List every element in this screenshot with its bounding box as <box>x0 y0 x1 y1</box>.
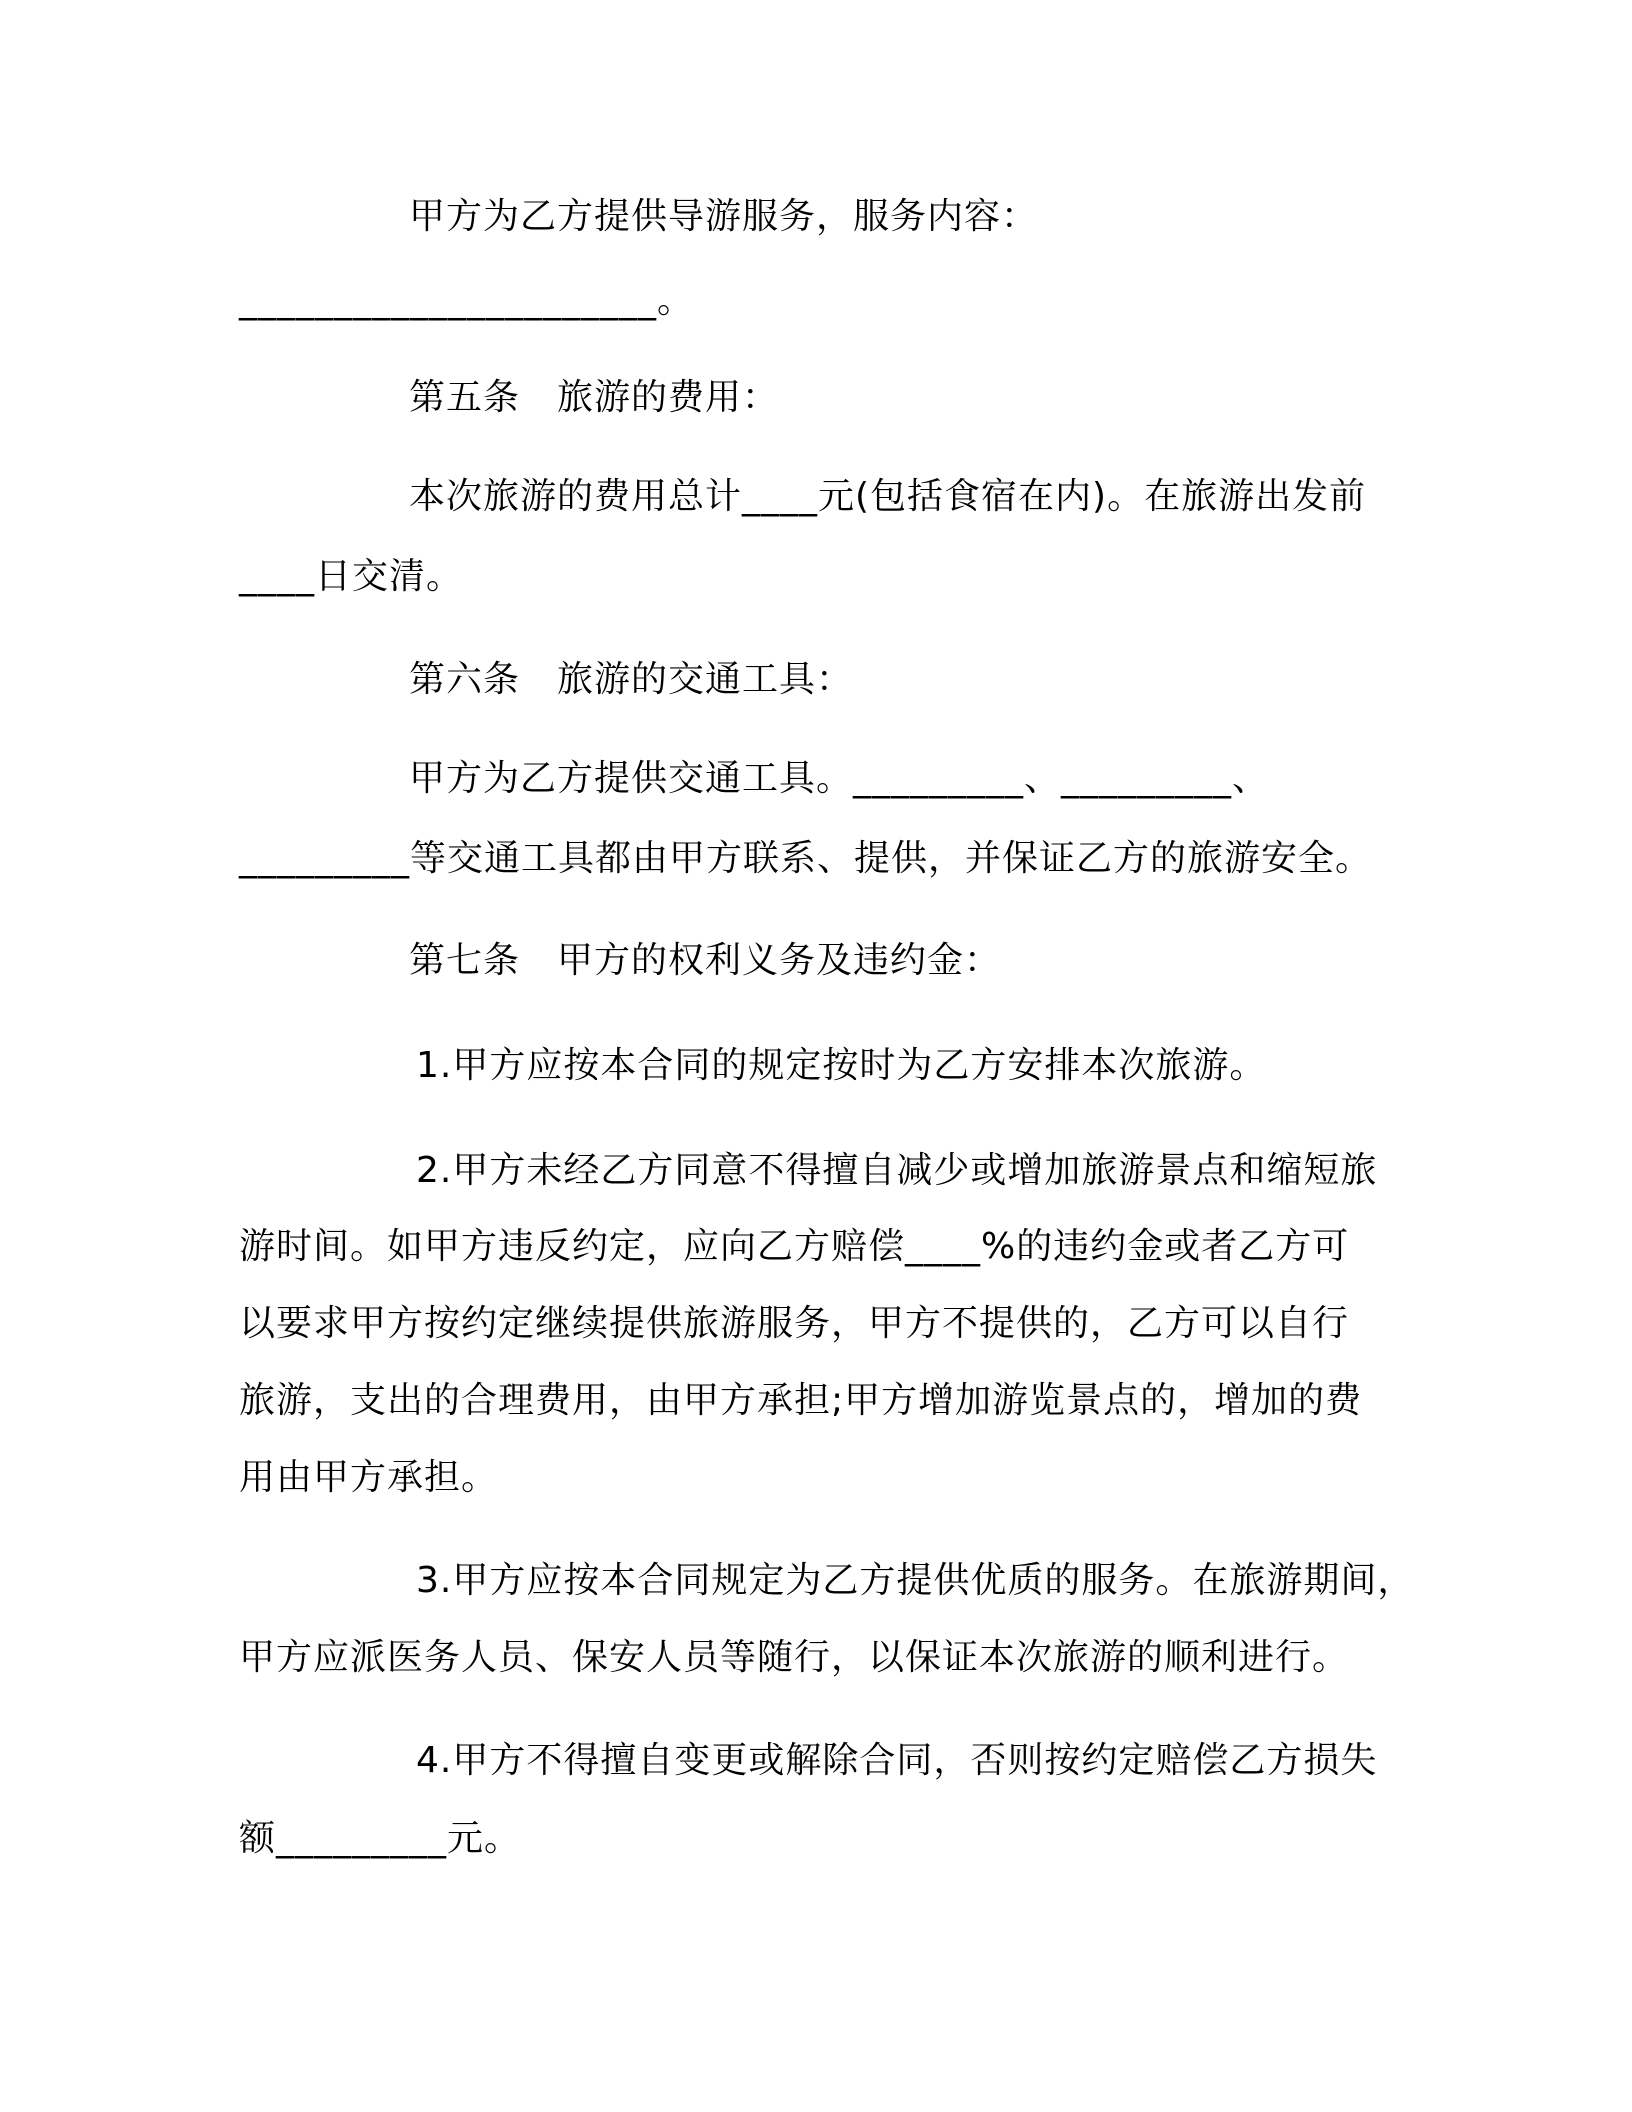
service-content-blank: ______________________。 <box>239 280 694 321</box>
article-7-heading: 第七条 甲方的权利义务及违约金： <box>409 940 1002 981</box>
clause-4-line-2: 额_________元。 <box>239 1818 522 1859</box>
service-content-line: 甲方为乙方提供导游服务，服务内容： <box>409 196 1039 237</box>
clause-2-line-1: 2.甲方未经乙方同意不得擅自减少或增加旅游景点和缩短旅 <box>416 1150 1378 1191</box>
article-5-text-line-2: ____日交清。 <box>239 556 464 597</box>
clause-3-line-1: 3.甲方应按本合同规定为乙方提供优质的服务。在旅游期间， <box>416 1560 1415 1601</box>
article-6-heading: 第六条 旅游的交通工具： <box>409 659 854 700</box>
article-5-heading: 第五条 旅游的费用： <box>409 377 780 418</box>
clause-2-line-3: 以要求甲方按约定继续提供旅游服务，甲方不提供的，乙方可以自行 <box>239 1303 1350 1344</box>
clause-3-line-2: 甲方应派医务人员、保安人员等随行，以保证本次旅游的顺利进行。 <box>239 1637 1350 1678</box>
article-5-text-line-1: 本次旅游的费用总计____元(包括食宿在内)。在旅游出发前 <box>409 476 1367 517</box>
clause-2-line-2: 游时间。如甲方违反约定，应向乙方赔偿____%的违约金或者乙方可 <box>239 1226 1350 1267</box>
clause-1: 1.甲方应按本合同的规定按时为乙方安排本次旅游。 <box>416 1045 1267 1086</box>
article-6-text-line-2: _________等交通工具都由甲方联系、提供，并保证乙方的旅游安全。 <box>239 838 1373 879</box>
clause-2-line-4: 旅游，支出的合理费用，由甲方承担;甲方增加游览景点的，增加的费 <box>239 1380 1363 1421</box>
clause-2-line-5: 用由甲方承担。 <box>239 1457 499 1498</box>
clause-4-line-1: 4.甲方不得擅自变更或解除合同，否则按约定赔偿乙方损失 <box>416 1740 1378 1781</box>
article-6-text-line-1: 甲方为乙方提供交通工具。_________、_________、 <box>409 758 1270 799</box>
